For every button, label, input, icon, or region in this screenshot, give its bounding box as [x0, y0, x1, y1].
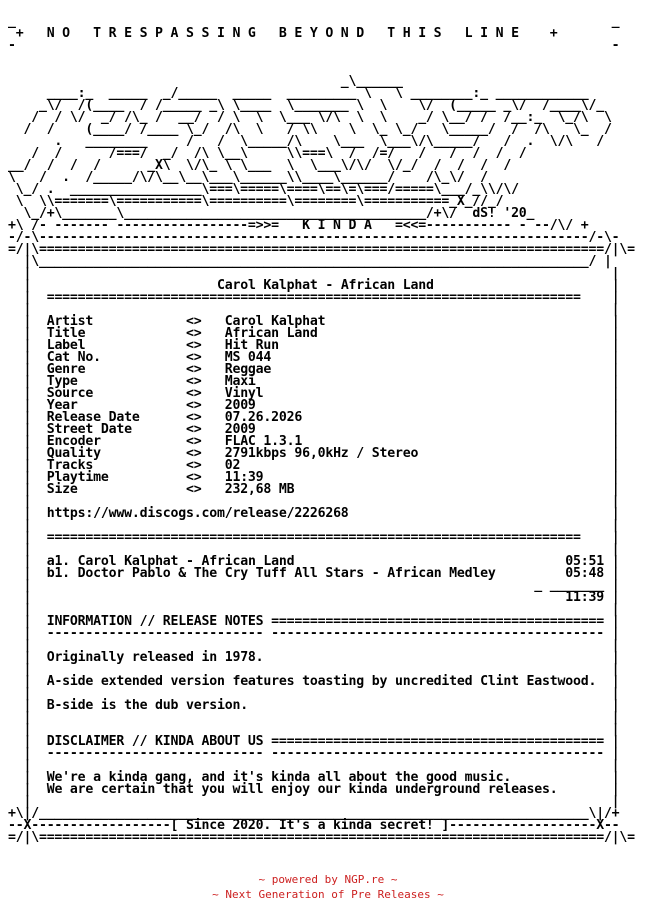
field-separator: <>: [186, 470, 202, 485]
release-note: A-side extended version features toasting by uncredited Clint Eastwood.: [46, 674, 597, 689]
field-separator: <>: [186, 410, 202, 425]
release-field-row: | Genre <> Reggae |: [8, 362, 620, 377]
total-rule: _ _______: [534, 578, 604, 593]
field-label: Title: [46, 326, 187, 341]
logo-ascii-line: _\/ /(____ / /_____ _\ \____ \_______ \ \ \/ (_____ _\/ /____\/_: [8, 98, 604, 113]
release-note: B-side is the dub version.: [46, 698, 248, 713]
footer-powered-by: ~ powered by NGP.re ~: [258, 873, 398, 886]
release-field-row: | Release Date <> 07.26.2026 |: [8, 410, 620, 425]
field-label: Encoder: [46, 434, 187, 449]
info-heading-line: | INFORMATION // RELEASE NOTES =========================================== |: [8, 614, 620, 629]
field-label: Genre: [46, 362, 187, 377]
field-label: Playtime: [46, 470, 187, 485]
field-separator: <>: [186, 458, 202, 473]
field-separator: <>: [186, 338, 202, 353]
warning-banner-line: - -: [8, 38, 620, 53]
track-number: a1.: [46, 554, 70, 569]
release-field-row: | Label <> Hit Run |: [8, 338, 620, 353]
field-value: 07.26.2026: [224, 410, 303, 425]
track-time: 05:51: [565, 554, 604, 569]
track-number: b1.: [46, 566, 70, 581]
logo-ascii-line: ____:_ _____ _/_____ _____ _________ \ \ ________:_ ____________: [8, 86, 589, 101]
disclaimer-heading-line: | DISCLAIMER // KINDA ABOUT US =========================================== |: [8, 734, 620, 749]
logo-ascii-line: . ________ / / \_____/\ \___ \___\/\_____/ / . \/\ /: [8, 134, 604, 149]
field-value: 2009: [224, 398, 256, 413]
nfo-blank-line: | |: [8, 494, 620, 509]
nfo-text: [8, 16, 635, 844]
field-label: Cat No.: [46, 350, 187, 365]
field-value: 11:39: [224, 470, 264, 485]
disclaimer-heading: DISCLAIMER // KINDA ABOUT US: [46, 734, 264, 749]
release-field-row: | Artist <> Carol Kalphat |: [8, 314, 620, 329]
rule-line: | ===================================================================== |: [8, 290, 620, 305]
track-name: Carol Kalphat - African Land: [77, 554, 295, 569]
field-separator: <>: [186, 434, 202, 449]
logo-ascii-line: \ / . /_____/\/\__\__\___\______\\____\______/ /\_\/ /: [8, 170, 488, 185]
disclaimer-text: We are certain that you will enjoy our kinda underground releases.: [46, 782, 558, 797]
nfo-blank-line: | |: [8, 266, 620, 281]
logo-ascii-line: +\ /- ------- -----------------=>>= K I N D A =<<=----------- - --/\/ +: [8, 218, 589, 233]
frame-bottom: [8, 832, 635, 844]
field-value: Carol Kalphat: [224, 314, 326, 329]
disclaimer-line: | We're a kinda gang, and it's kinda all about the good music. |: [8, 770, 620, 785]
release-field-row: | Tracks <> 02 |: [8, 458, 620, 473]
nfo-blank-line: | |: [8, 686, 620, 701]
total-rule-line: | _ _______ |: [8, 578, 620, 593]
release-field-row: | Quality <> 2791kbps 96,0kHz / Stereo |: [8, 446, 620, 461]
logo-ascii-line: __/ / / / _X\ \/\_ \ \___ \ \___\/\/ \/_/ / / / /: [8, 158, 512, 173]
field-value: MS 044: [224, 350, 272, 365]
release-field-row: | Size <> 232,68 MB |: [8, 482, 620, 497]
footer-tagline: ~ Next Generation of Pre Releases ~: [212, 888, 444, 901]
logo-ascii-line: / / /===/ _/ /\ \__\ \\===\ / /=/ / / / / /: [8, 146, 527, 161]
url-line: | https://www.discogs.com/release/2226268 |: [8, 506, 620, 521]
release-field-row: | Year <> 2009 |: [8, 398, 620, 413]
info-heading: INFORMATION // RELEASE NOTES: [46, 614, 264, 629]
field-separator: <>: [186, 398, 202, 413]
note-line: | Originally released in 1978. |: [8, 650, 620, 665]
track-row: | a1. Carol Kalphat - African Land 05:51 |: [8, 554, 620, 569]
field-label: Source: [46, 386, 187, 401]
nfo-blank-line: | |: [8, 542, 620, 557]
field-value: Reggae: [224, 362, 272, 377]
field-value: 232,68 MB: [224, 482, 295, 497]
frame-bottom-rule: =/|\=========================================================================/|\=: [8, 830, 635, 845]
title-rule: =====================================================================: [46, 290, 581, 305]
frame-top-rule2: |\_______________________________________________________________________/ |: [8, 254, 612, 269]
field-separator: <>: [186, 362, 202, 377]
nfo-blank-line: | |: [8, 638, 620, 653]
release-title: Carol Kalphat - African Land: [216, 278, 434, 293]
logo-ascii-line: / / \/ _/ /\_ / __/ / \ \ \___ \/\ \ \ _/ \__/ / /__:_ \_/\ \: [8, 110, 612, 125]
field-value: 2791kbps 96,0kHz / Stereo: [224, 446, 419, 461]
total-playtime: 11:39: [565, 590, 604, 605]
disclaimer-line: | We are certain that you will enjoy our kinda underground releases. |: [8, 782, 620, 797]
rule-line: | ---------------------------- ------------------------------------------- |: [8, 746, 620, 761]
logo-ascii-line: -/-\-----------------------------------------------------------------------/-\-: [8, 230, 620, 245]
field-label: Quality: [46, 446, 187, 461]
field-value: 02: [224, 458, 241, 473]
frame-bottom-rule: +\|/_______________________________________________________________________\|/+: [8, 806, 620, 821]
release-title-line: | Carol Kalphat - African Land |: [8, 278, 620, 293]
release-note: Originally released in 1978.: [46, 650, 264, 665]
field-label: Tracks: [46, 458, 187, 473]
field-separator: <>: [186, 482, 202, 497]
field-separator: <>: [186, 422, 202, 437]
warning-banner-line: + N O T R E S P A S S I N G B E Y O N D T H I S L I N E +: [8, 26, 558, 41]
field-value: Hit Run: [224, 338, 279, 353]
field-value: 2009: [224, 422, 256, 437]
logo-ascii-line: _\______: [8, 74, 403, 89]
note-line: | A-side extended version features toasting by uncredited Clint Eastwood. |: [8, 674, 620, 689]
release-field-row: | Type <> Maxi |: [8, 374, 620, 389]
field-label: Artist: [46, 314, 187, 329]
rule-line: | ===================================================================== |: [8, 530, 620, 545]
nfo-blank-line: | |: [8, 302, 620, 317]
field-label: Release Date: [46, 410, 187, 425]
disclaimer-text: We're a kinda gang, and it's kinda all about the good music.: [46, 770, 512, 785]
field-separator: <>: [186, 326, 202, 341]
slogan-line: --X------------------[ Since 2020. It's a kinda secret! ]-------------------X--: [8, 818, 620, 833]
field-label: Street Date: [46, 422, 187, 437]
note-line: | B-side is the dub version. |: [8, 698, 620, 713]
footer: [0, 872, 656, 902]
logo-ascii-line: \_/ . _________________\===\=====\====\==\=\===/=====\___/_\\/\/: [8, 182, 519, 197]
field-value: FLAC 1.3.1: [224, 434, 303, 449]
release-field-row: | Title <> African Land |: [8, 326, 620, 341]
nfo-blank-line: | |: [8, 722, 620, 737]
warning-banner: [8, 40, 635, 52]
rule-line: | ---------------------------- ------------------------------------------- |: [8, 626, 620, 641]
nfo-blank-line: | |: [8, 602, 620, 617]
nfo-blank-line: | |: [8, 710, 620, 725]
logo-ascii-line: \ \\=======\===========\==========\========\===========_X_//_/: [8, 194, 504, 209]
logo-ascii-line: / / (____/ /____ \_/ /\ \ / \\ \ \_ \_/ \_____/ / /\ \_ /: [8, 122, 612, 137]
nfo-blank-line: | |: [8, 758, 620, 773]
field-label: Size: [46, 482, 187, 497]
field-label: Year: [46, 398, 187, 413]
field-separator: <>: [186, 374, 202, 389]
field-value: Maxi: [224, 374, 256, 389]
release-field-row: | Street Date <> 2009 |: [8, 422, 620, 437]
field-label: Label: [46, 338, 187, 353]
track-name: Doctor Pablo & The Cry Tuff All Stars - African Medley: [77, 566, 496, 581]
tracklist-rule: =====================================================================: [46, 530, 581, 545]
field-value: Vinyl: [224, 386, 264, 401]
release-field-row: | Source <> Vinyl |: [8, 386, 620, 401]
logo-ascii: [8, 52, 635, 64]
frame-top-rule: =/|\=========================================================================/|\=: [8, 242, 635, 257]
nfo-blank-line: | |: [8, 794, 620, 809]
track-time: 05:48: [565, 566, 604, 581]
release-field-row: | Cat No. <> MS 044 |: [8, 350, 620, 365]
total-line: | 11:39 |: [8, 590, 620, 605]
release-field-row: | Encoder <> FLAC 1.3.1 |: [8, 434, 620, 449]
track-row: | b1. Doctor Pablo & The Cry Tuff All Stars - African Medley 05:48 |: [8, 566, 620, 581]
field-value: African Land: [224, 326, 318, 341]
release-field-row: | Playtime <> 11:39 |: [8, 470, 620, 485]
field-separator: <>: [186, 314, 202, 329]
nfo-blank-line: | |: [8, 518, 620, 533]
field-separator: <>: [186, 386, 202, 401]
field-label: Type: [46, 374, 187, 389]
warning-banner-line: _ _: [8, 14, 620, 29]
nfo-blank-line: | |: [8, 662, 620, 677]
slogan: [ Since 2020. It's a kinda secret! ]: [170, 818, 450, 833]
discogs-link: https://www.discogs.com/release/2226268: [46, 506, 349, 521]
field-separator: <>: [186, 446, 202, 461]
logo-ascii-line: \_/+\_______\_______________________________________/+\/ dS! '20_: [8, 206, 535, 221]
field-separator: <>: [186, 350, 202, 365]
